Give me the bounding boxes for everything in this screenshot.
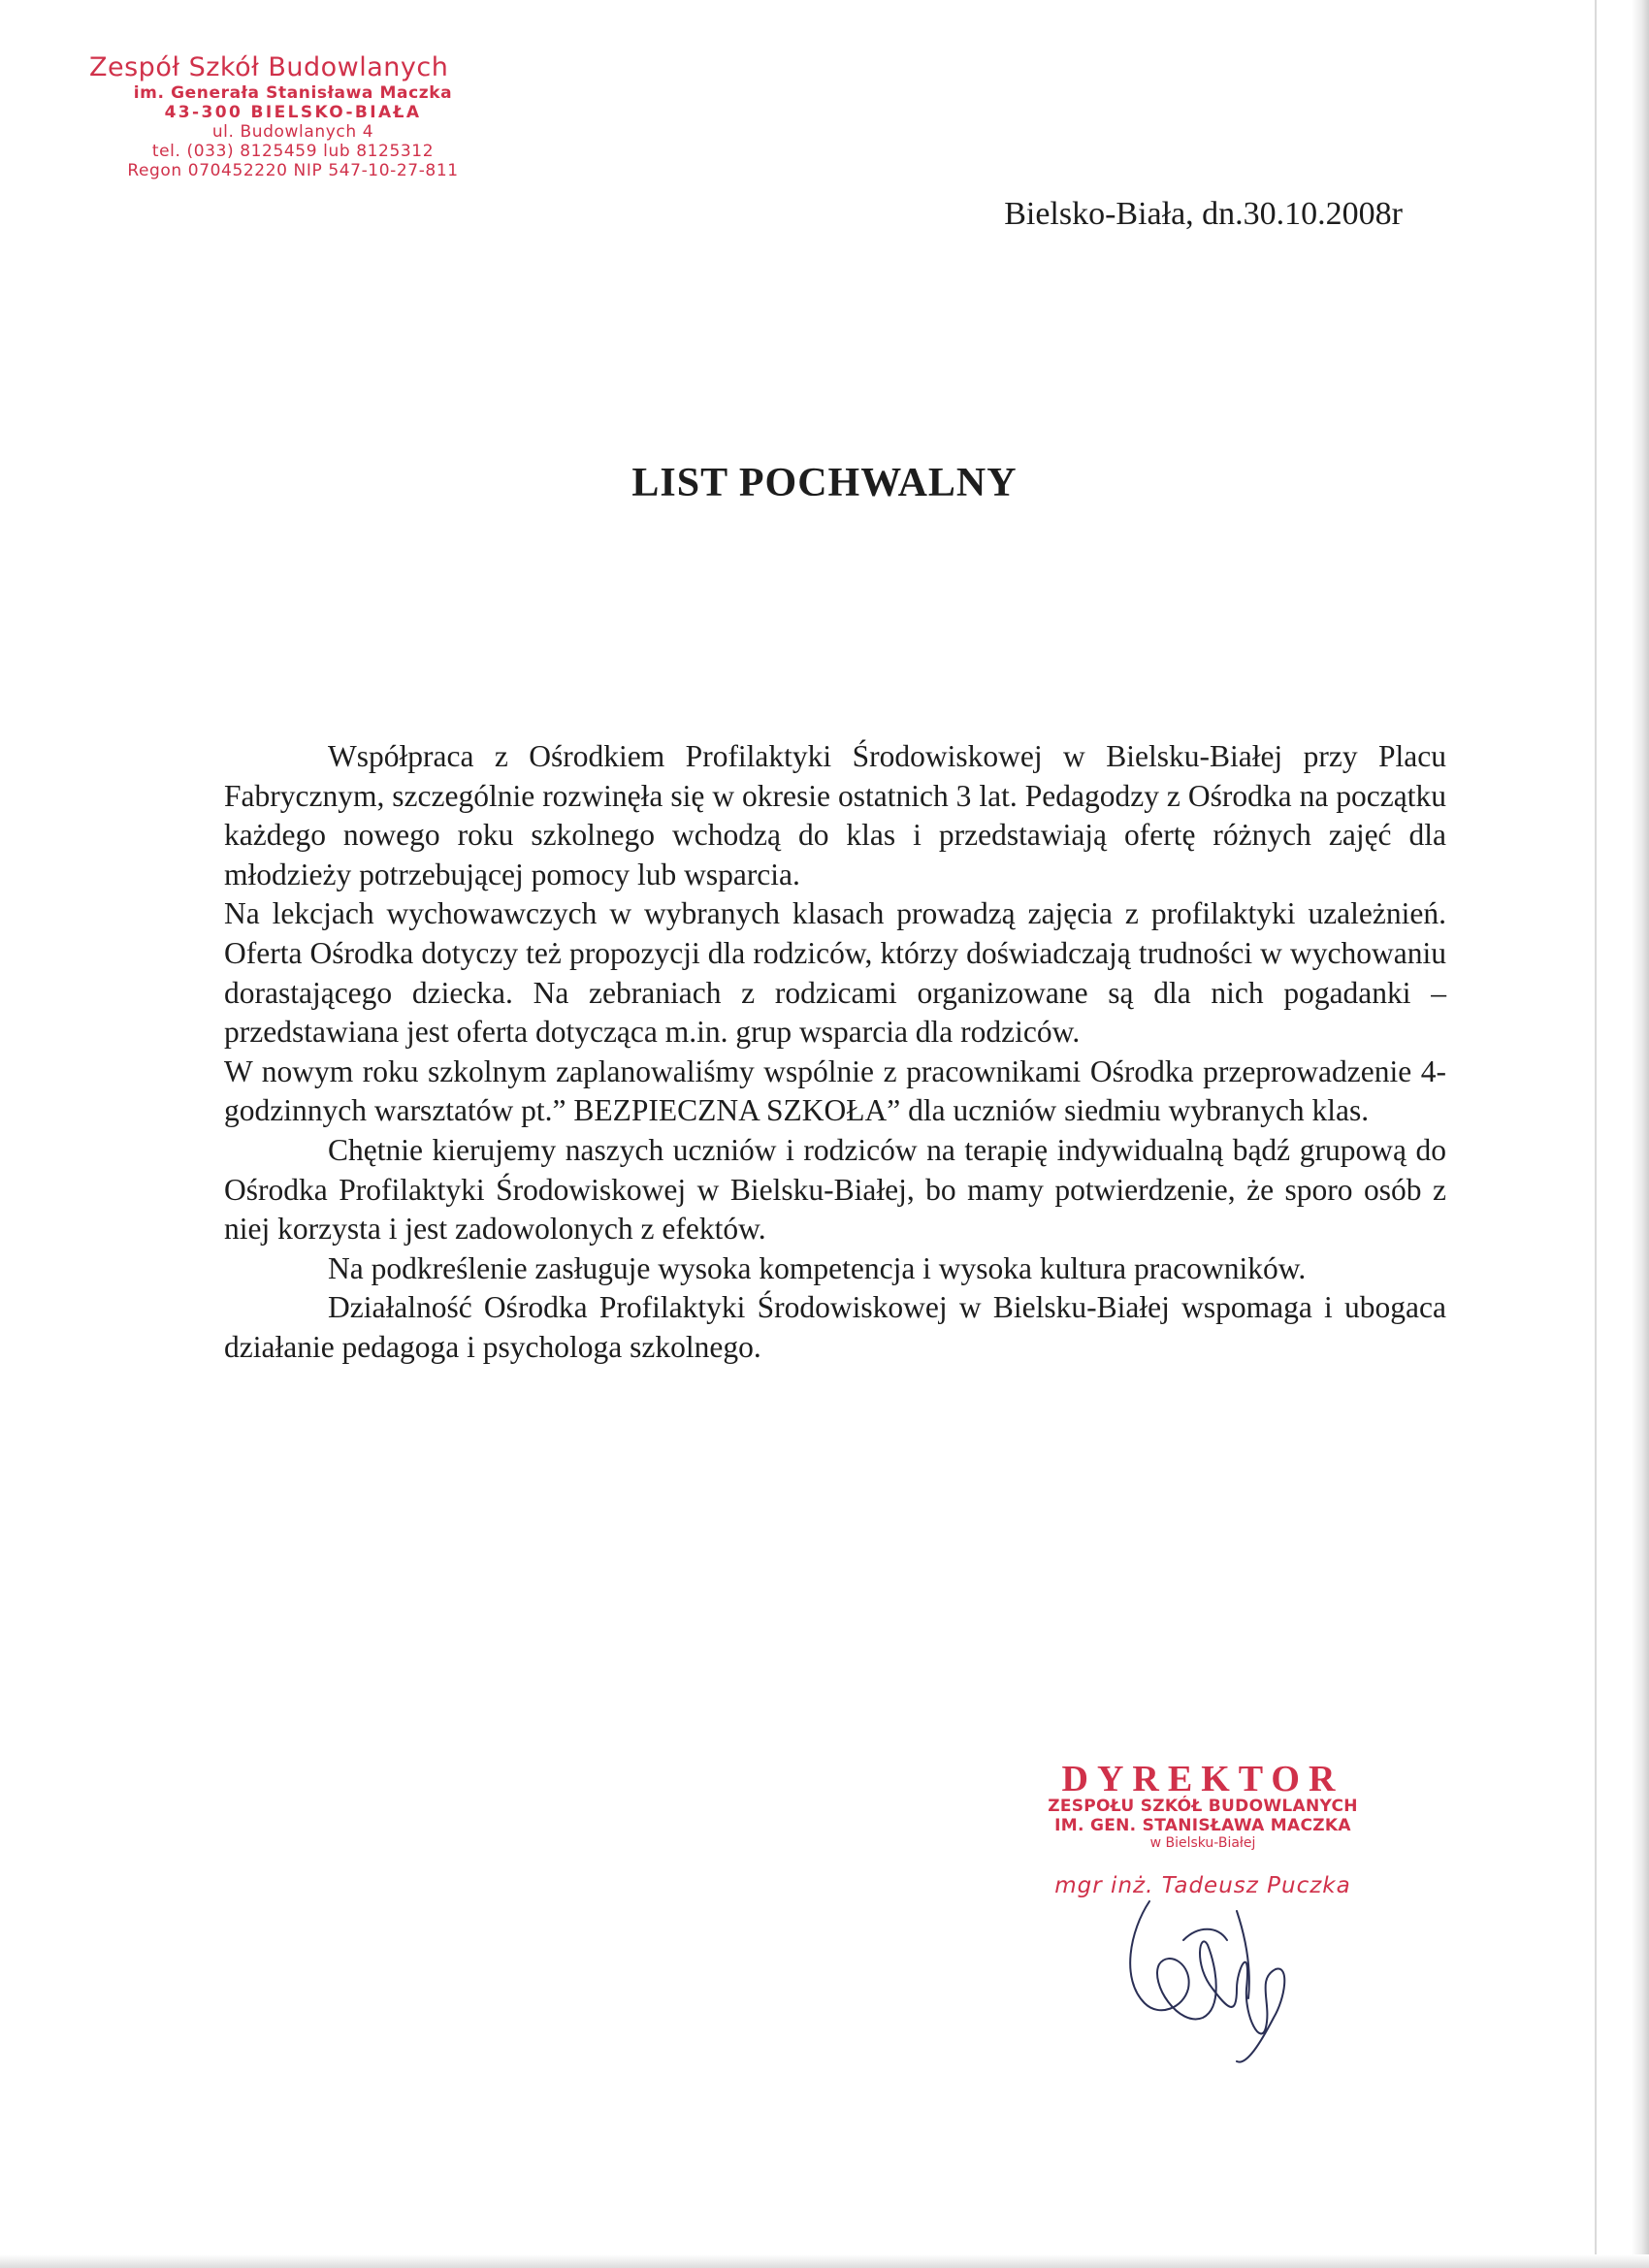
paragraph-summary: Działalność Ośrodka Profilaktyki Środowiskowej w Bielsku-Białej wspomaga i ubogaca działanie pedagoga i psychologa szkolnego. <box>224 1290 1446 1364</box>
director-stamp-person: mgr inż. Tadeusz Puczka <box>1054 1872 1351 1898</box>
letterhead-school-name: Zespół Szkół Budowlanych <box>89 52 449 82</box>
letter-body <box>224 737 1446 1368</box>
director-stamp-patron: IM. GEN. STANISŁAWA MACZKA <box>1054 1815 1351 1835</box>
handwritten-signature <box>1091 1872 1324 2076</box>
paragraph-therapy: Chętnie kierujemy naszych uczniów i rodziców na terapię indywidualną bądź grupową do Ośrodka Profilaktyki Środowiskowej w Bielsku-Białej, bo mamy potwierdzenie, że sporo osób z niej korzysta i jest zadowolonych z efektów. <box>224 1132 1446 1247</box>
paragraph-workshops: W nowym roku szkolnym zaplanowaliśmy wspólnie z pracownikami Ośrodka przeprowadzenie 4-godzinnych warsztatów pt.” BEZPIECZNA SZKOŁA” dla uczniów siedmiu wybranych klas. <box>224 1053 1446 1128</box>
director-stamp-city: w Bielsku-Białej <box>1149 1835 1256 1852</box>
letterhead-street: ul. Budowlanych 4 <box>211 121 374 142</box>
director-stamp-school: ZESPOŁU SZKÓŁ BUDOWLANYCH <box>1048 1797 1358 1816</box>
letterhead-patron: im. Generała Stanisława Maczka <box>133 82 453 103</box>
page-edge-line <box>1595 0 1597 2268</box>
letterhead-registry: Regon 070452220 NIP 547-10-27-811 <box>127 161 459 181</box>
letterhead-phone: tel. (033) 8125459 lub 8125312 <box>151 142 435 161</box>
paragraph-cooperation: Współpraca z Ośrodkiem Profilaktyki Środowiskowej w Bielsku-Białej przy Placu Fabrycznym, szczególnie rozwinęła się w okresie ostatnich 3 lat. Pedagodzy z Ośrodka na początku każdego nowego roku szkolnego wchodzą do klas i przedstawiają ofertę różnych zajęć dla młodzieży potrzebującej pomocy lub wsparcia. <box>224 739 1446 891</box>
paragraph-lessons: Na lekcjach wychowawczych w wybranych klasach prowadzą zajęcia z profilaktyki uzależnień. Oferta Ośrodka dotyczy też propozycji dla rodziców, którzy doświadczają trudności w wychowaniu dorastającego dziecka. Na zebraniach z rodzicami organizowane są dla nich pogadanki – przedstawiana jest oferta dotycząca m.in. grup wsparcia dla rodziców. <box>224 896 1446 1050</box>
school-letterhead-stamp <box>89 52 497 180</box>
page-edge-shadow-bottom <box>0 2254 1649 2268</box>
date-line: Bielsko-Biała, dn.30.10.2008r <box>1004 196 1403 232</box>
director-stamp-title: DYREKTOR <box>1061 1759 1344 1799</box>
letterhead-postal: 43-300 BIELSKO-BIAŁA <box>164 102 422 122</box>
page-edge-shadow-right <box>1632 0 1649 2268</box>
paragraph-competence: Na podkreślenie zasługuje wysoka kompetencja i wysoka kultura pracowników. <box>328 1250 1307 1285</box>
document-title: LIST POCHWALNY <box>631 461 1018 505</box>
